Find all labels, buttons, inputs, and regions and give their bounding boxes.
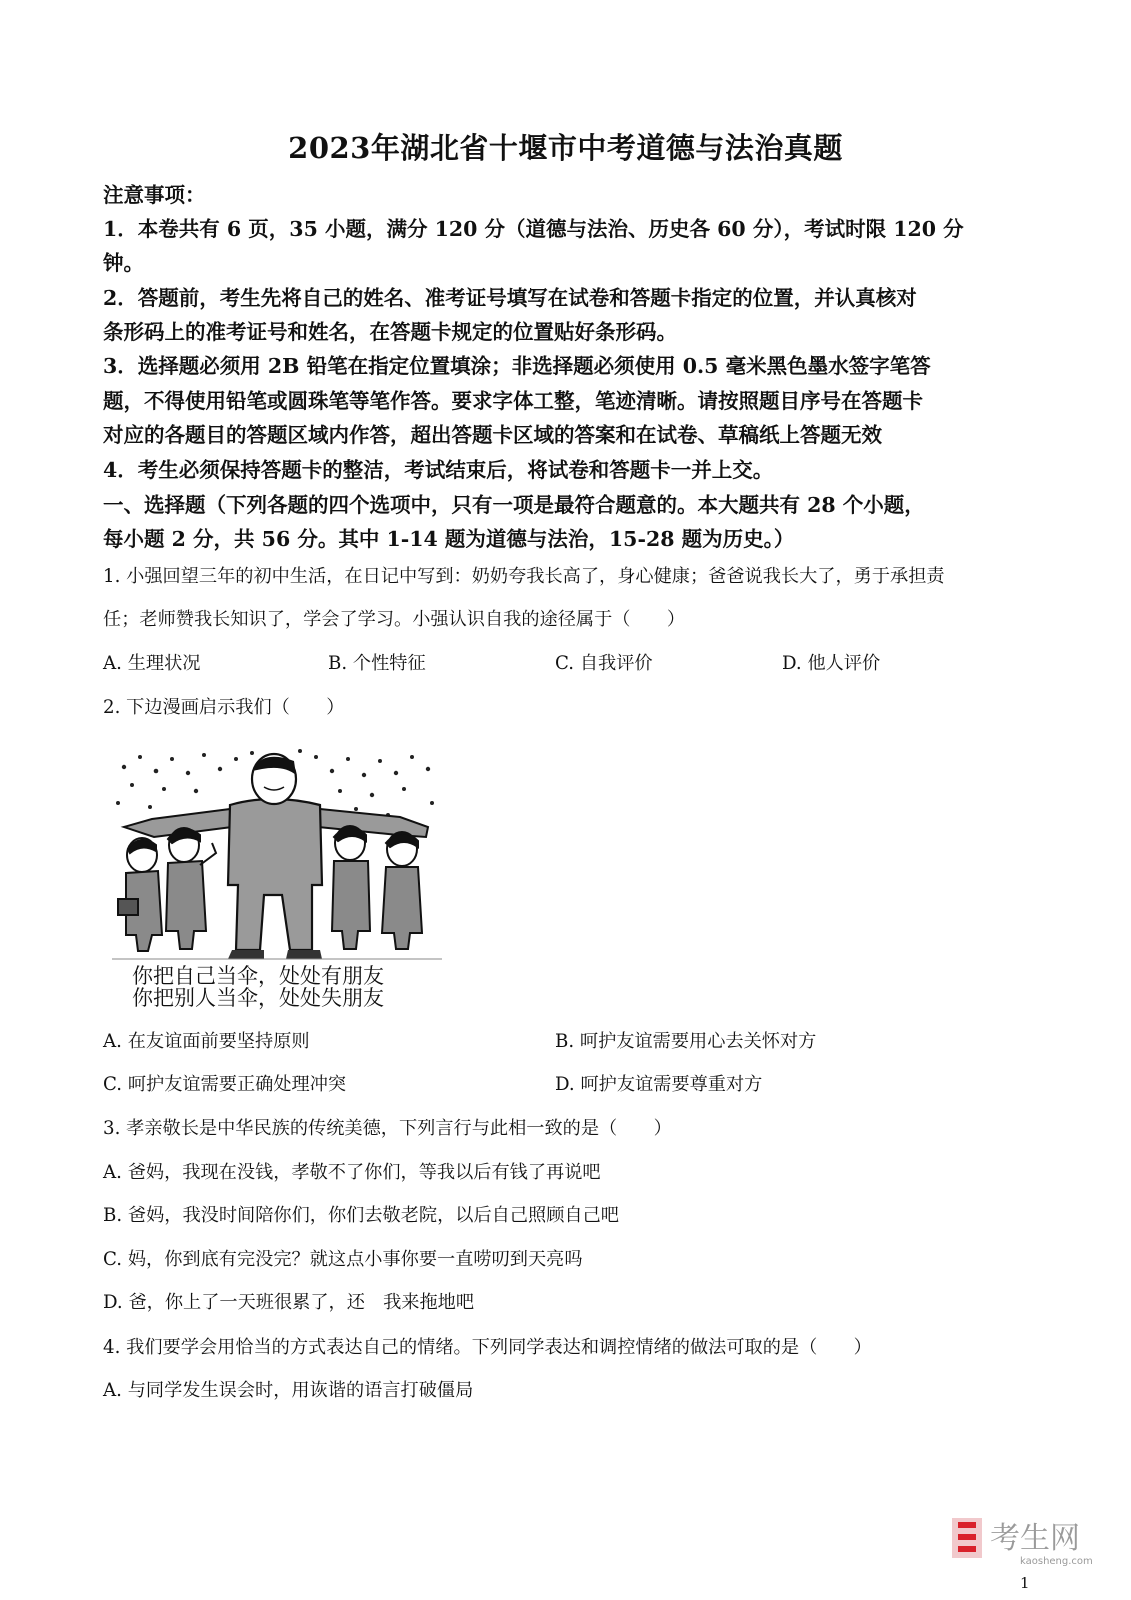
exam-title: 2023年湖北省十堰市中考道德与法治真题 (288, 131, 843, 165)
kaosheng-logo (950, 1512, 1110, 1570)
q2-option-d: D. 呵护友谊需要尊重对方 (555, 1074, 763, 1095)
notice-heading: 注意事项： (103, 183, 206, 207)
section-heading: 一、选择题（下列各题的四个选项中，只有一项是最符合题意的。本大题共有 28 个小题， (103, 493, 925, 517)
q1-option-d: D. 他人评价 (782, 653, 881, 674)
q3-option-d: D. 爸，你上了一天班很累了，还 我来拖地吧 (103, 1292, 475, 1313)
q3-option-c: C. 妈，你到底有完没完？就这点小事你要一直唠叨到天亮吗 (103, 1249, 583, 1270)
cartoon-caption-line-2: 你把别人当伞，处处失朋友 (132, 986, 384, 1010)
q1-option-b: B. 个性特征 (328, 653, 426, 674)
page-number: 1 (1020, 1574, 1030, 1592)
q4-option-a: A. 与同学发生误会时，用诙谐的语言打破僵局 (103, 1380, 474, 1401)
logo-brand: 考生网 (990, 1521, 1080, 1556)
q3-option-b: B. 爸妈，我没时间陪你们，你们去敬老院，以后自己照顾自己吧 (103, 1205, 619, 1226)
q2-option-a: A. 在友谊面前要坚持原则 (103, 1031, 310, 1052)
notice-line: 钟。 (103, 251, 144, 275)
notice-line: 2．答题前，考生先将自己的姓名、准考证号填写在试卷和答题卡指定的位置，并认真核对 (103, 286, 917, 310)
q2-option-b: B. 呵护友谊需要用心去关怀对方 (555, 1031, 817, 1052)
question-1-stem: 1. 小强回望三年的初中生活，在日记中写到：奶奶夸我长高了，身心健康；爸爸说我长大了，勇于承担责 (103, 566, 945, 587)
notice-line: 对应的各题目的答题区域内作答，超出答题卡区域的答案和在试卷、草稿纸上答题无效 (103, 423, 882, 447)
question-4-stem: 4. 我们要学会用恰当的方式表达自己的情绪。下列同学表达和调控情绪的做法可取的是（ ） (103, 1337, 872, 1358)
cartoon-caption-line-1: 你把自己当伞，处处有朋友 (132, 964, 384, 988)
notice-line: 3．选择题必须用 2B 铅笔在指定位置填涂；非选择题必须使用 0.5 毫米黑色墨水签字笔答 (103, 354, 931, 378)
notice-line: 条形码上的准考证号和姓名，在答题卡规定的位置贴好条形码。 (103, 320, 677, 344)
q1-option-a: A. 生理状况 (103, 653, 201, 674)
question-3-stem: 3. 孝亲敬长是中华民族的传统美德，下列言行与此相一致的是（ ） (103, 1118, 672, 1139)
q1-option-c: C. 自我评价 (555, 653, 653, 674)
section-heading: 每小题 2 分，共 56 分。其中 1-14 题为道德与法治，15-28 题为历史。） (103, 527, 795, 551)
q3-option-a: A. 爸妈，我现在没钱，孝敬不了你们，等我以后有钱了再说吧 (103, 1162, 601, 1183)
notice-line: 1．本卷共有 6 页，35 小题，满分 120 分（道德与法治、历史各 60 分），考试时限 120 分 (103, 217, 964, 241)
logo-url: kaosheng.com (1020, 1556, 1093, 1567)
question-1-stem: 任；老师赞我长知识了，学会了学习。小强认识自我的途径属于（ ） (103, 609, 686, 630)
question-2-stem: 2. 下边漫画启示我们（ ） (103, 697, 345, 718)
cartoon-illustration (112, 745, 442, 1010)
notice-line: 4．考生必须保持答题卡的整洁，考试结束后，将试卷和答题卡一并上交。 (103, 458, 774, 482)
notice-line: 题，不得使用铅笔或圆珠笔等笔作答。要求字体工整，笔迹清晰。请按照题目序号在答题卡 (103, 389, 923, 413)
q2-option-c: C. 呵护友谊需要正确处理冲突 (103, 1074, 347, 1095)
